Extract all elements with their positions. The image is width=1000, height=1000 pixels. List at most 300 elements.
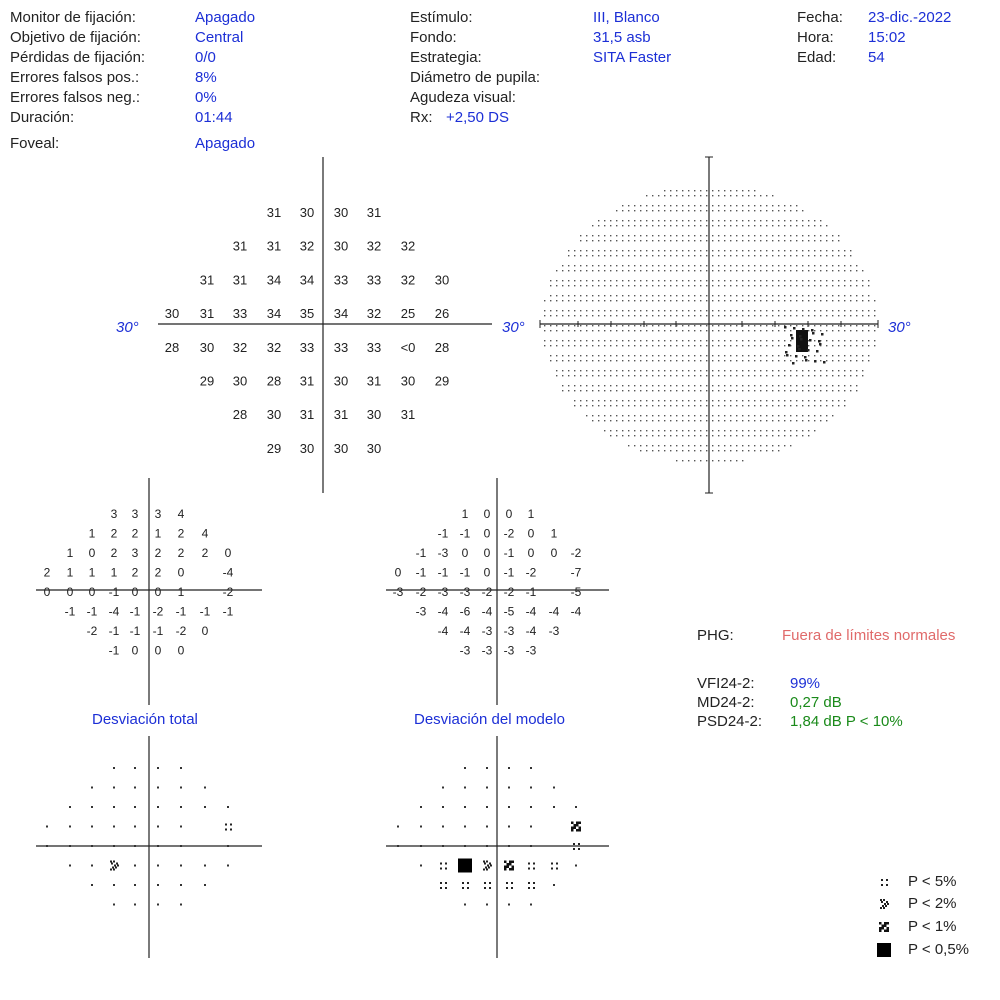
prob-symbol-p1 — [504, 868, 507, 871]
grayscale-dot — [652, 340, 653, 341]
grayscale-dot — [730, 300, 731, 301]
grayscale-dot — [730, 375, 731, 376]
grayscale-dot — [802, 250, 803, 251]
grayscale-dot — [796, 435, 797, 436]
grayscale-dot — [808, 370, 809, 371]
prob-symbol-p1 — [887, 930, 890, 933]
grayscale-dot — [766, 220, 767, 221]
grayscale-dot — [862, 295, 863, 296]
prob-symbol-p2 — [117, 865, 119, 867]
grayscale-dot — [646, 225, 647, 226]
grayscale-dot — [760, 285, 761, 286]
grayscale-dot — [790, 280, 791, 281]
grayscale-dot — [736, 325, 737, 326]
grayscale-dot — [766, 385, 767, 386]
grayscale-dot — [796, 255, 797, 256]
grayscale-dot — [772, 205, 773, 206]
grayscale-dot — [802, 420, 803, 421]
grayscale-dot — [700, 355, 701, 356]
grayscale-dot — [802, 315, 803, 316]
grayscale-dot — [724, 210, 725, 211]
grayscale-dot — [670, 300, 671, 301]
grayscale-dot — [736, 265, 737, 266]
grayscale-dot — [592, 300, 593, 301]
grayscale-dot — [592, 270, 593, 271]
prob-dot-normal — [157, 904, 159, 906]
threshold-value: 28 — [164, 339, 180, 355]
threshold-value: 28 — [434, 339, 450, 355]
grayscale-dot — [586, 390, 587, 391]
grayscale-dot — [718, 360, 719, 361]
grayscale-dot — [652, 285, 653, 286]
grayscale-dot — [802, 435, 803, 436]
grayscale-dot — [766, 340, 767, 341]
prob-symbol-p2 — [882, 905, 884, 907]
grayscale-dot — [832, 285, 833, 286]
grayscale-dot — [598, 265, 599, 266]
grayscale-dot — [760, 270, 761, 271]
grayscale-dot — [634, 340, 635, 341]
grayscale-dot — [664, 360, 665, 361]
grayscale-dot — [814, 330, 815, 331]
grayscale-dot — [718, 280, 719, 281]
grayscale-dot — [784, 400, 785, 401]
grayscale-dot — [616, 220, 617, 221]
prob-symbol-p2 — [881, 901, 883, 903]
grayscale-dot — [682, 400, 683, 401]
total-deviation-value: 1 — [66, 565, 74, 580]
grayscale-dot — [772, 400, 773, 401]
grayscale-dot — [694, 270, 695, 271]
grayscale-dot — [574, 400, 575, 401]
prob-dot-normal — [91, 787, 93, 789]
prob-dot-normal — [397, 845, 399, 847]
grayscale-dot — [772, 390, 773, 391]
grayscale-dot — [628, 390, 629, 391]
grayscale-dot — [682, 270, 683, 271]
pattern-deviation-value: -4 — [548, 604, 560, 619]
grayscale-dot — [670, 375, 671, 376]
grayscale-dot — [574, 325, 575, 326]
grayscale-dot — [760, 385, 761, 386]
grayscale-dot — [688, 385, 689, 386]
grayscale-dot — [784, 370, 785, 371]
grayscale-dot — [676, 360, 677, 361]
total-deviation-value: -4 — [108, 604, 120, 619]
grayscale-dot — [616, 250, 617, 251]
grayscale-dot — [748, 205, 749, 206]
grayscale-dot — [796, 360, 797, 361]
prob-symbol-p5 — [462, 882, 464, 884]
prob-symbol-p2 — [485, 867, 487, 869]
grayscale-dot — [856, 310, 857, 311]
threshold-value: 31 — [333, 407, 349, 423]
grayscale-dot — [730, 250, 731, 251]
grayscale-dot — [598, 400, 599, 401]
grayscale-dot — [772, 405, 773, 406]
grayscale-dot — [736, 250, 737, 251]
grayscale-dot — [646, 405, 647, 406]
threshold-value: 28 — [232, 407, 248, 423]
grayscale-dot — [736, 460, 737, 461]
grayscale-dot — [574, 280, 575, 281]
threshold-value: 31 — [366, 373, 382, 389]
grayscale-dot — [796, 235, 797, 236]
grayscale-dot — [778, 375, 779, 376]
total-deviation-value: -1 — [199, 604, 211, 619]
grayscale-dot — [622, 210, 623, 211]
grayscale-dot — [598, 370, 599, 371]
stimulus-label: Estímulo: — [410, 9, 473, 26]
grayscale-dot — [652, 310, 653, 311]
grayscale-dot — [574, 285, 575, 286]
grayscale-dot — [832, 325, 833, 326]
grayscale-dot — [670, 280, 671, 281]
grayscale-dot — [712, 430, 713, 431]
prob-dot-normal — [530, 767, 532, 769]
grayscale-dot — [808, 295, 809, 296]
grayscale-dot — [808, 285, 809, 286]
grayscale-dot — [832, 385, 833, 386]
grayscale-dot — [610, 420, 611, 421]
pattern-deviation-value: -1 — [437, 565, 449, 580]
grayscale-dot — [700, 270, 701, 271]
grayscale-dot — [598, 325, 599, 326]
grayscale-dot — [736, 285, 737, 286]
grayscale-dot — [556, 340, 557, 341]
prob-symbol-p5 — [230, 829, 232, 831]
grayscale-dot — [622, 390, 623, 391]
grayscale-dot — [562, 270, 563, 271]
grayscale-dot — [592, 400, 593, 401]
prob-symbol-p1 — [507, 866, 510, 869]
total-deviation-value: 0 — [177, 565, 185, 580]
grayscale-dot — [772, 315, 773, 316]
grayscale-dot — [586, 415, 587, 416]
total-deviation-grid — [36, 478, 262, 705]
grayscale-dot — [628, 265, 629, 266]
grayscale-dot — [796, 385, 797, 386]
grayscale-dot — [754, 360, 755, 361]
grayscale-dot — [622, 435, 623, 436]
grayscale-dot — [610, 340, 611, 341]
total-deviation-value: 2 — [154, 546, 162, 560]
grayscale-dot — [664, 190, 665, 191]
grayscale-dot — [640, 355, 641, 356]
grayscale-dense-dot — [790, 334, 793, 337]
grayscale-dot — [790, 415, 791, 416]
grayscale-dot — [760, 330, 761, 331]
grayscale-dot — [850, 310, 851, 311]
grayscale-dense-dot — [798, 348, 801, 351]
grayscale-dot — [706, 300, 707, 301]
grayscale-dot — [796, 240, 797, 241]
grayscale-dot — [664, 330, 665, 331]
grayscale-dot — [664, 210, 665, 211]
grayscale-dot — [790, 225, 791, 226]
grayscale-dot — [850, 375, 851, 376]
threshold-value: 31 — [266, 205, 282, 220]
total-deviation-value: 4 — [201, 526, 209, 541]
grayscale-dot — [850, 315, 851, 316]
grayscale-dot — [580, 355, 581, 356]
total-deviation-value: -1 — [152, 624, 164, 638]
grayscale-dot — [658, 270, 659, 271]
pattern-deviation-value: -3 — [503, 643, 515, 658]
grayscale-dot — [724, 285, 725, 286]
grayscale-dot — [586, 250, 587, 251]
grayscale-dot — [766, 345, 767, 346]
grayscale-dot — [562, 325, 563, 326]
grayscale-dot — [586, 370, 587, 371]
grayscale-dot — [850, 250, 851, 251]
grayscale-dot — [802, 400, 803, 401]
grayscale-dot — [808, 325, 809, 326]
prob-symbol-p5 — [467, 887, 469, 889]
prob-dot-normal — [134, 806, 136, 808]
grayscale-dot — [694, 265, 695, 266]
total-deviation-value: 0 — [177, 643, 185, 658]
grayscale-dot — [760, 360, 761, 361]
grayscale-dot — [670, 205, 671, 206]
grayscale-dot — [748, 345, 749, 346]
grayscale-dot — [724, 415, 725, 416]
grayscale-dot — [694, 190, 695, 191]
grayscale-dot — [700, 460, 701, 461]
grayscale-dot — [670, 450, 671, 451]
grayscale-dot — [724, 385, 725, 386]
grayscale-dot — [640, 310, 641, 311]
grayscale-dot — [766, 355, 767, 356]
pattern-deviation-value: 0 — [550, 546, 558, 560]
grayscale-dot — [748, 250, 749, 251]
grayscale-dot — [862, 355, 863, 356]
grayscale-dot — [850, 330, 851, 331]
grayscale-dense-dot — [807, 349, 810, 352]
grayscale-dot — [640, 340, 641, 341]
threshold-value: 30 — [299, 205, 315, 220]
grayscale-dot — [676, 295, 677, 296]
grayscale-dot — [658, 220, 659, 221]
total-deviation-value: 3 — [131, 507, 139, 521]
grayscale-dot — [652, 385, 653, 386]
grayscale-dot — [592, 310, 593, 311]
prob-symbol-p2 — [884, 903, 886, 905]
grayscale-dot — [802, 355, 803, 356]
grayscale-dot — [700, 225, 701, 226]
grayscale-dot — [844, 400, 845, 401]
grayscale-dot — [640, 370, 641, 371]
grayscale-dot — [766, 195, 767, 196]
pattern-deviation-value: -2 — [503, 585, 515, 599]
grayscale-dot — [688, 315, 689, 316]
grayscale-dot — [658, 420, 659, 421]
grayscale-dot — [652, 355, 653, 356]
grayscale-dot — [754, 250, 755, 251]
grayscale-dot — [712, 415, 713, 416]
prob-dot-normal — [464, 767, 466, 769]
grayscale-dot — [676, 255, 677, 256]
grayscale-dot — [760, 430, 761, 431]
grayscale-dot — [718, 345, 719, 346]
grayscale-dot — [700, 435, 701, 436]
grayscale-dot — [826, 255, 827, 256]
vfi-value: 99% — [790, 675, 821, 692]
prob-dot-normal — [134, 865, 136, 867]
grayscale-dot — [622, 325, 623, 326]
prob-dot-normal — [113, 826, 115, 828]
grayscale-dot — [796, 280, 797, 281]
grayscale-dot — [754, 310, 755, 311]
grayscale-dot — [646, 390, 647, 391]
grayscale-dot — [580, 235, 581, 236]
grayscale-dot — [742, 430, 743, 431]
grayscale-dot — [592, 255, 593, 256]
grayscale-dot — [748, 190, 749, 191]
grayscale-dot — [676, 235, 677, 236]
grayscale-dot — [604, 330, 605, 331]
grayscale-dot — [784, 345, 785, 346]
prob-dot-normal — [180, 884, 182, 886]
total-deviation-value: -2 — [86, 624, 98, 638]
grayscale-dot — [658, 415, 659, 416]
prob-symbol-p5 — [225, 829, 227, 831]
grayscale-dot — [622, 405, 623, 406]
grayscale-dense-dot — [795, 355, 798, 358]
grayscale-dot — [754, 300, 755, 301]
grayscale-dot — [856, 370, 857, 371]
grayscale-dot — [724, 205, 725, 206]
grayscale-dot — [628, 355, 629, 356]
grayscale-dot — [682, 235, 683, 236]
grayscale-dot — [778, 405, 779, 406]
pattern-deviation-value: 0 — [483, 565, 491, 580]
grayscale-dot — [754, 415, 755, 416]
grayscale-dot — [808, 385, 809, 386]
grayscale-dot — [694, 420, 695, 421]
grayscale-dot — [814, 220, 815, 221]
total-deviation-value: -1 — [108, 624, 120, 638]
grayscale-dot — [670, 370, 671, 371]
grayscale-dot — [730, 385, 731, 386]
pattern-deviation-prob-map — [386, 736, 609, 958]
grayscale-dot — [580, 300, 581, 301]
grayscale-dot — [772, 285, 773, 286]
grayscale-dot — [724, 355, 725, 356]
grayscale-dot — [718, 225, 719, 226]
grayscale-dot — [844, 295, 845, 296]
grayscale-dot — [634, 445, 635, 446]
grayscale-dot — [664, 415, 665, 416]
grayscale-dot — [784, 420, 785, 421]
grayscale-dot — [562, 310, 563, 311]
grayscale-dot — [634, 345, 635, 346]
grayscale-dot — [874, 330, 875, 331]
grayscale-dot — [586, 385, 587, 386]
prob-symbol-p2 — [489, 863, 491, 865]
grayscale-dot — [592, 235, 593, 236]
grayscale-dot — [670, 255, 671, 256]
prob-symbol-p2 — [483, 861, 485, 863]
grayscale-dot — [568, 385, 569, 386]
grayscale-dot — [586, 325, 587, 326]
grayscale-dot — [730, 210, 731, 211]
grayscale-dot — [646, 345, 647, 346]
grayscale-dot — [670, 285, 671, 286]
grayscale-dot — [622, 415, 623, 416]
grayscale-dot — [616, 270, 617, 271]
grayscale-dot — [808, 390, 809, 391]
threshold-value: 31 — [232, 272, 248, 288]
grayscale-dot — [628, 295, 629, 296]
grayscale-dot — [574, 375, 575, 376]
grayscale-dot — [562, 340, 563, 341]
grayscale-dot — [676, 210, 677, 211]
prob-dot-normal — [397, 826, 399, 828]
grayscale-dot — [556, 325, 557, 326]
grayscale-dot — [718, 415, 719, 416]
grayscale-dot — [790, 220, 791, 221]
grayscale-dot — [688, 280, 689, 281]
grayscale-dot — [562, 375, 563, 376]
grayscale-dot — [724, 345, 725, 346]
grayscale-dot — [640, 345, 641, 346]
prob-symbol-p5 — [489, 887, 491, 889]
pattern-deviation-value: -4 — [459, 624, 471, 638]
grayscale-dot — [598, 220, 599, 221]
grayscale-dot — [790, 300, 791, 301]
grayscale-dot — [760, 445, 761, 446]
grayscale-dot — [664, 225, 665, 226]
grayscale-dot — [604, 375, 605, 376]
grayscale-dot — [748, 285, 749, 286]
prob-symbol-p2 — [883, 899, 885, 901]
grayscale-dot — [652, 270, 653, 271]
grayscale-dense-dot — [788, 344, 791, 347]
prob-symbol-p5 — [445, 863, 447, 865]
grayscale-dot — [802, 220, 803, 221]
prob-dot-normal — [69, 865, 71, 867]
grayscale-dot — [766, 400, 767, 401]
grayscale-dot — [574, 255, 575, 256]
grayscale-dot — [670, 240, 671, 241]
grayscale-dot — [616, 345, 617, 346]
grayscale-dot — [724, 360, 725, 361]
grayscale-dot — [844, 310, 845, 311]
grayscale-dot — [712, 445, 713, 446]
grayscale-dot — [736, 240, 737, 241]
grayscale-dot — [754, 195, 755, 196]
grayscale-dot — [568, 270, 569, 271]
grayscale-dot — [742, 210, 743, 211]
threshold-value: 34 — [299, 272, 315, 288]
fixation-monitor-value: Apagado — [195, 9, 256, 26]
grayscale-dot — [694, 405, 695, 406]
grayscale-dot — [850, 280, 851, 281]
grayscale-dot — [694, 240, 695, 241]
grayscale-dot — [784, 250, 785, 251]
grayscale-dot — [670, 315, 671, 316]
grayscale-dot — [556, 370, 557, 371]
grayscale-dot — [640, 385, 641, 386]
grayscale-dot — [712, 205, 713, 206]
threshold-value: <0 — [400, 339, 416, 355]
grayscale-dot — [790, 405, 791, 406]
grayscale-dot — [724, 240, 725, 241]
grayscale-dot — [826, 345, 827, 346]
grayscale-dot — [682, 445, 683, 446]
grayscale-dot — [676, 415, 677, 416]
